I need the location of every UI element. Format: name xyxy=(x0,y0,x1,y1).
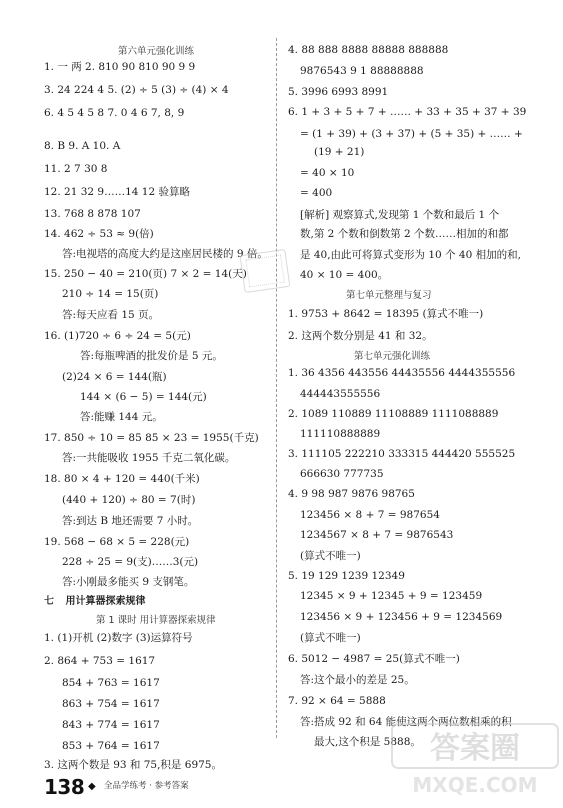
lesson-title: 第 1 课时 用计算器探索规律 xyxy=(96,615,216,626)
answer-line: 228 ÷ 25 = 9(支)……3(元) xyxy=(62,556,199,568)
answer-line: 6. 5012 − 4987 = 25(算式不唯一) xyxy=(288,653,460,665)
answer-line: 答:到达 B 地还需要 7 小时。 xyxy=(62,515,199,527)
answer-line: 是 40,由此可将算式变形为 10 个 40 相加的和, xyxy=(300,249,521,261)
answer-line: 5. 19 129 1239 12349 xyxy=(288,570,405,582)
diamond-icon: ◆ xyxy=(88,781,96,792)
answer-line: 答:能赚 144 元。 xyxy=(80,411,163,423)
answer-line: 答:这个最小的差是 25。 xyxy=(300,674,415,686)
answer-line: 4. 9 98 987 9876 98765 xyxy=(288,488,415,500)
answer-line: 8. B 9. A 10. A xyxy=(44,140,121,152)
answer-line: 111110888889 xyxy=(300,428,381,440)
answer-line: 1. 9753 + 8642 = 18395 (算式不唯一) xyxy=(288,308,484,320)
answer-line: 11. 2 7 30 8 xyxy=(44,163,108,175)
answer-line: 853 + 764 = 1617 xyxy=(62,740,160,752)
answer-line: 3. 这两个数是 93 和 75,积是 6975。 xyxy=(44,759,222,771)
answer-line: 123456 × 9 + 123456 + 9 = 1234569 xyxy=(300,611,503,623)
answer-line: (算式不唯一) xyxy=(300,632,361,644)
answer-line: 13. 768 8 878 107 xyxy=(44,208,141,220)
answer-line: 15. 250 − 40 = 210(页) 7 × 2 = 14(天) xyxy=(44,268,247,280)
answer-line: 9876543 9 1 88888888 xyxy=(300,65,424,77)
answer-line: 6. 4 5 4 5 8 7. 0 4 6 7, 8, 9 xyxy=(44,107,185,119)
column-divider xyxy=(276,38,277,738)
watermark-text: 答案圈 xyxy=(430,731,520,766)
answer-line: 1. 一 两 2. 810 90 810 90 9 9 xyxy=(44,61,196,73)
answer-line: 14. 462 ÷ 53 ≈ 9(倍) xyxy=(44,228,154,240)
answer-line: 1. (1)开机 (2)数字 (3)运算符号 xyxy=(44,632,193,644)
answer-line: 2. 1089 110889 11108889 1111088889 xyxy=(288,408,499,420)
answer-line: 最大,这个积是 5888。 xyxy=(314,736,421,748)
answer-line: = (1 + 39) + (3 + 37) + (5 + 35) + …… + xyxy=(300,128,523,140)
answer-line: 18. 80 × 4 + 120 = 440(千米) xyxy=(44,473,200,485)
answer-line: 答:每瓶啤酒的批发价是 5 元。 xyxy=(80,350,223,362)
page-number: 138 xyxy=(44,775,85,799)
chapter-heading xyxy=(44,592,145,607)
watermark-url: MXQE.COM xyxy=(412,773,538,797)
answer-line: 数,第 2 个数和倒数第 2 个数……相加的和都 xyxy=(300,228,509,240)
answer-line: 210 ÷ 14 = 15(页) xyxy=(62,288,159,300)
chapter-number: 七 xyxy=(44,596,54,607)
answer-line: 3. 111105 222210 333315 444420 555525 xyxy=(288,448,516,460)
answer-line: 7. 92 × 64 = 5888 xyxy=(288,695,386,707)
answer-line: 40 × 10 = 400。 xyxy=(300,269,389,281)
answer-line: 5. 3996 6993 8991 xyxy=(288,86,389,98)
answer-line: 854 + 763 = 1617 xyxy=(62,677,160,689)
footer-text: 全品学练考 · 参考答案 xyxy=(104,781,189,791)
answer-line: 17. 850 ÷ 10 = 85 85 × 23 = 1955(千克) xyxy=(44,432,259,444)
answer-line: (算式不唯一) xyxy=(300,550,361,562)
section-title-unit6-training: 第六单元强化训练 xyxy=(118,46,195,57)
answer-line: 863 + 754 = 1617 xyxy=(62,698,160,710)
answer-line: 444443555556 xyxy=(300,388,381,400)
answer-line: 6. 1 + 3 + 5 + 7 + …… + 33 + 35 + 37 + 39 xyxy=(288,106,527,118)
answer-line: 19. 568 − 68 × 5 = 228(元) xyxy=(44,536,190,548)
answer-line: (440 + 120) ÷ 80 = 7(时) xyxy=(62,494,196,506)
answer-line: 答:电视塔的高度大约是这座居民楼的 9 倍。 xyxy=(62,248,268,260)
answer-line: = 40 × 10 xyxy=(300,167,355,179)
answer-line: 16. (1)720 ÷ 6 ÷ 24 = 5(元) xyxy=(44,330,191,342)
answer-line: 12. 21 32 9……14 12 验算略 xyxy=(44,186,191,198)
answer-line: 666630 777735 xyxy=(300,468,384,480)
answer-line: 2. 864 + 753 = 1617 xyxy=(44,655,156,667)
answer-line: 3. 24 224 4 5. (2) ÷ 5 (3) ÷ (4) × 4 xyxy=(44,84,229,96)
answer-line: 123456 × 8 + 7 = 987654 xyxy=(300,509,440,521)
answer-line: 答:小刚最多能买 9 支钢笔。 xyxy=(62,576,195,588)
watermark-logo xyxy=(390,720,560,800)
answer-line: [解析] 观察算式,发现第 1 个数和最后 1 个 xyxy=(300,209,500,221)
stamp-mark xyxy=(240,249,291,293)
answer-line: (19 + 21) xyxy=(314,146,365,158)
answer-line: 1234567 × 8 + 7 = 9876543 xyxy=(300,529,454,541)
section-title-unit7-training: 第七单元强化训练 xyxy=(354,351,431,362)
answer-line: 1. 36 4356 443556 44435556 4444355556 xyxy=(288,367,516,379)
answer-line: (2)24 × 6 = 144(瓶) xyxy=(62,371,167,383)
section-title-unit7-review: 第七单元整理与复习 xyxy=(346,290,432,301)
answer-line: = 400 xyxy=(300,187,333,199)
answer-line: 4. 88 888 8888 88888 888888 xyxy=(288,44,449,56)
answer-line: 843 + 774 = 1617 xyxy=(62,719,160,731)
answer-line: 144 × (6 − 5) = 144(元) xyxy=(80,391,207,403)
answer-line: 答:每天应看 15 页。 xyxy=(62,309,160,321)
answer-line: 12345 × 9 + 12345 + 9 = 123459 xyxy=(300,590,483,602)
answer-line: 2. 这两个数分别是 41 和 32。 xyxy=(288,330,433,342)
answer-line: 答:一共能吸收 1955 千克二氧化碳。 xyxy=(62,452,236,464)
chapter-title: 用计算器探索规律 xyxy=(65,596,146,607)
answer-line: 答:搭成 92 和 64 能使这两个两位数相乘的积 xyxy=(300,716,512,728)
